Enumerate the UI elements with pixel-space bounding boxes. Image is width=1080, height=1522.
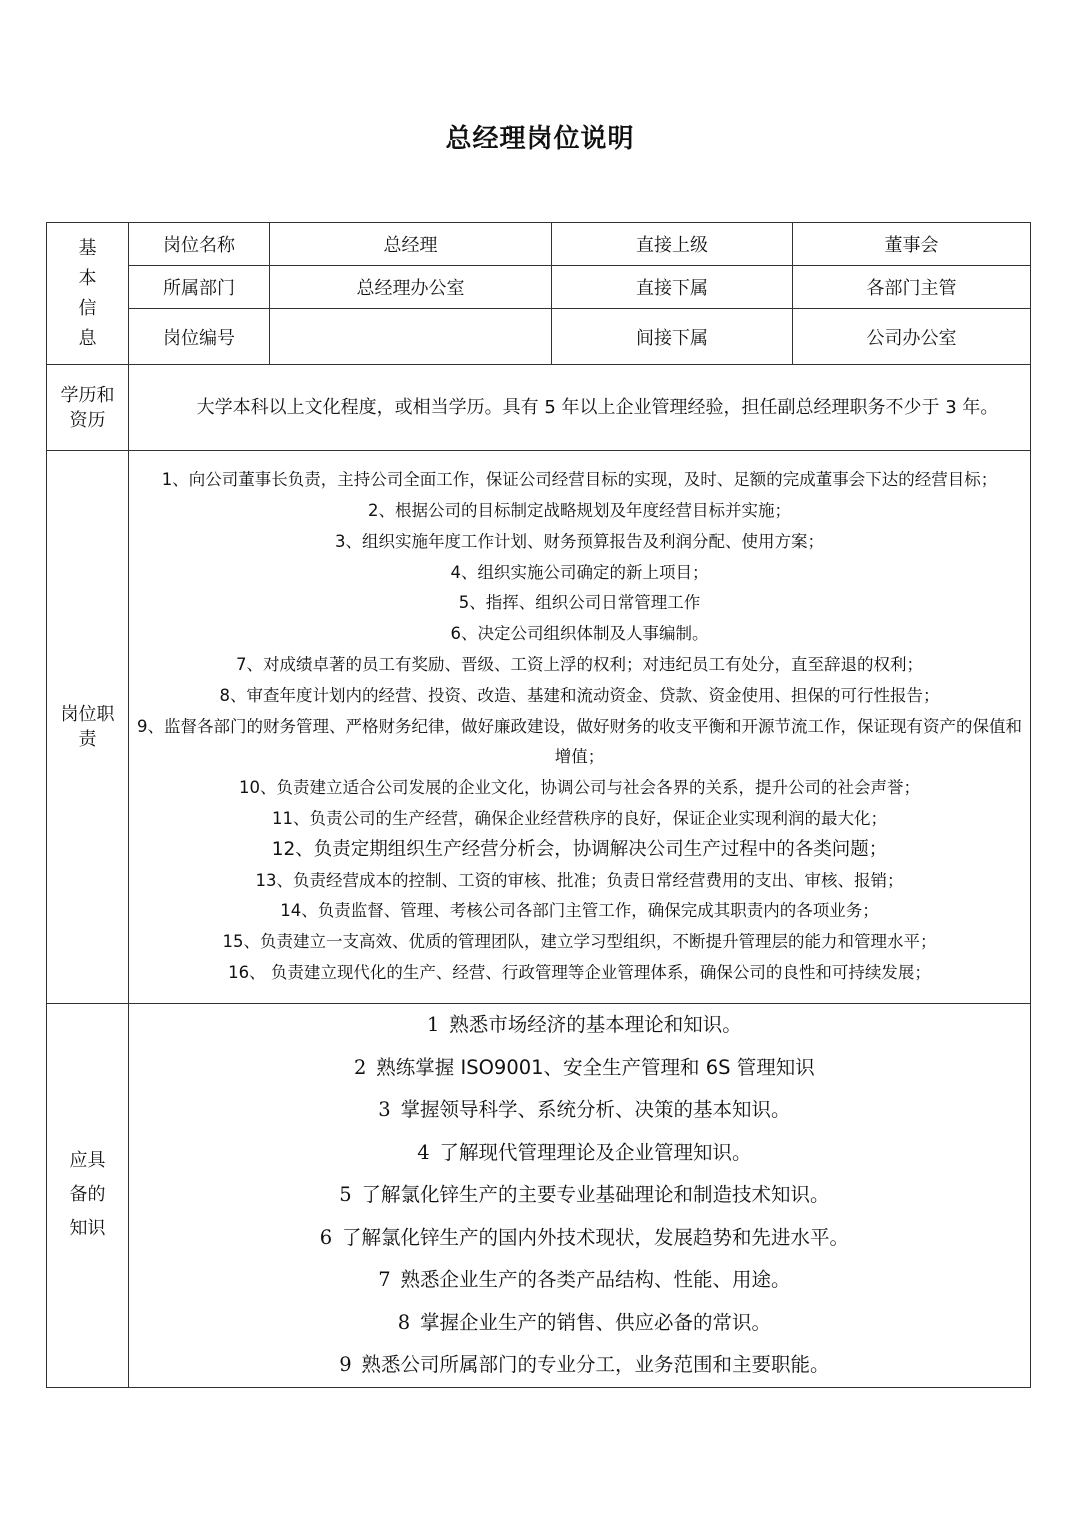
knowledge-item: 9 熟悉公司所属部门的专业分工，业务范围和主要职能。 — [339, 1353, 830, 1376]
knowledge-row — [47, 1004, 1031, 1388]
direct-superior-label: 直接上级 — [552, 223, 793, 266]
duty-item: 11、负责公司的生产经营，确保企业经营秩序的良好，保证企业实现利润的最大化； — [272, 808, 887, 828]
knowledge-list — [129, 1004, 1031, 1388]
duty-item: 6、决定公司组织体制及人事编制。 — [450, 624, 709, 644]
direct-subordinate-label: 直接下属 — [552, 266, 793, 309]
knowledge-item: 5 了解氯化锌生产的主要专业基础理论和制造技术知识。 — [339, 1183, 830, 1206]
duty-item: 13、负责经营成本的控制、工资的审核、批准；负责日常经营费用的支出、审核、报销； — [255, 870, 904, 890]
duties-label: 岗位职 责 — [47, 451, 129, 1004]
direct-superior-value: 董事会 — [793, 223, 1031, 266]
department-value: 总经理办公室 — [270, 266, 552, 309]
duty-item: 14、负责监督、管理、考核公司各部门主管工作，确保完成其职责内的各项业务； — [280, 901, 879, 921]
duty-item: 3、组织实施年度工作计划、财务预算报告及利润分配、使用方案； — [335, 531, 824, 551]
duty-item: 4、组织实施公司确定的新上项目； — [450, 562, 709, 582]
duty-item: 9、监督各部门的财务管理、严格财务纪律，做好廉政建设，做好财务的收支平衡和开源节流工作，保证现有资产的保值和增值； — [137, 716, 1022, 767]
position-name-label: 岗位名称 — [129, 223, 270, 266]
knowledge-item: 6 了解氯化锌生产的国内外技术现状，发展趋势和先进水平。 — [319, 1225, 849, 1249]
duty-item: 15、负责建立一支高效、优质的管理团队，建立学习型组织，不断提升管理层的能力和管理水平； — [222, 932, 937, 952]
knowledge-item: 2 熟练掌握 ISO9001、安全生产管理和 6S 管理知识 — [354, 1055, 815, 1079]
knowledge-item: 1 熟悉市场经济的基本理论和知识。 — [427, 1013, 742, 1036]
duty-item: 12、负责定期组织生产经营分析会，协调解决公司生产过程中的各类问题； — [271, 838, 888, 860]
knowledge-label: 应具 备的 知识 — [47, 1004, 129, 1388]
knowledge-item: 8 掌握企业生产的销售、供应必备的常识。 — [397, 1310, 771, 1334]
knowledge-item: 7 熟悉企业生产的各类产品结构、性能、用途。 — [378, 1268, 791, 1291]
duty-item: 10、负责建立适合公司发展的企业文化，协调公司与社会各界的关系，提升公司的社会声誉； — [239, 778, 920, 798]
duties-list — [129, 451, 1031, 1004]
knowledge-item: 3 掌握领导科学、系统分析、决策的基本知识。 — [378, 1098, 791, 1121]
duty-item: 1、向公司董事长负责，主持公司全面工作，保证公司经营目标的实现，及时、足额的完成董事会下达的经营目标； — [161, 470, 998, 490]
duties-row — [47, 451, 1031, 1004]
basic-row — [47, 266, 1031, 309]
document-title: 总经理岗位说明 — [445, 124, 635, 154]
basic-row — [47, 223, 1031, 266]
education-text: 大学本科以上文化程度，或相当学历。具有 5 年以上企业管理经验，担任副总经理职务不少于 3 年。 — [129, 365, 1031, 451]
department-label: 所属部门 — [129, 266, 270, 309]
duty-item: 2、根据公司的目标制定战略规划及年度经营目标并实施； — [368, 501, 791, 521]
duty-item: 5、指挥、组织公司日常管理工作 — [458, 593, 701, 613]
duty-item: 16、 负责建立现代化的生产、经营、行政管理等企业管理体系，确保公司的良性和可持续发展； — [228, 962, 931, 982]
position-code-value — [270, 309, 552, 365]
indirect-subordinate-value: 公司办公室 — [793, 309, 1031, 365]
position-name-value: 总经理 — [270, 223, 552, 266]
direct-subordinate-value: 各部门主管 — [793, 266, 1031, 309]
basic-info-label: 基 本 信 息 — [47, 223, 129, 365]
basic-row — [47, 309, 1031, 365]
education-row — [47, 365, 1031, 451]
knowledge-item: 4 了解现代管理理论及企业管理知识。 — [417, 1140, 752, 1164]
job-description-table — [46, 222, 1031, 1388]
duty-item: 8、审查年度计划内的经营、投资、改造、基建和流动资金、贷款、资金使用、担保的可行性报告； — [219, 685, 940, 705]
duty-item: 7、对成绩卓著的员工有奖励、晋级、工资上浮的权利；对违纪员工有处分，直至辞退的权利； — [236, 655, 923, 674]
indirect-subordinate-label: 间接下属 — [552, 309, 793, 365]
position-code-label: 岗位编号 — [129, 309, 270, 365]
education-label: 学历和 资历 — [47, 365, 129, 451]
